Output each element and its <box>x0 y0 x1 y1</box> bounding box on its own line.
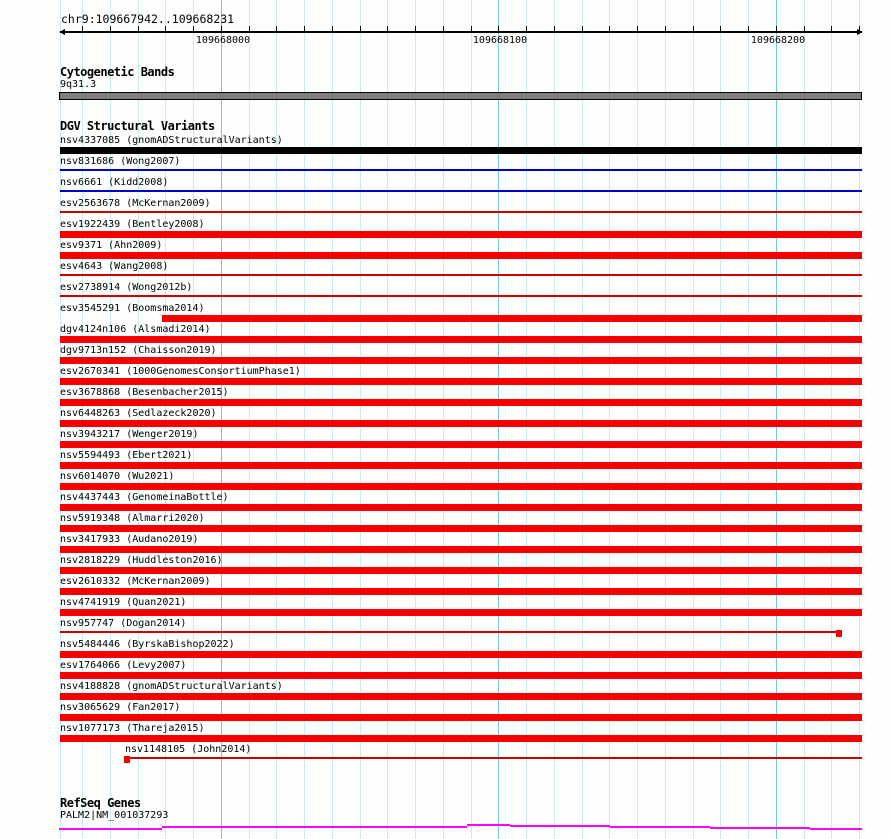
ruler-tick <box>776 26 777 31</box>
gene-line-segment[interactable] <box>467 824 510 826</box>
variant-bar[interactable] <box>60 609 862 616</box>
variant-label[interactable]: nsv4188828 (gnomADStructuralVariants) <box>60 681 283 692</box>
variant-bar[interactable] <box>60 295 862 297</box>
variant-bar[interactable] <box>162 315 862 322</box>
dgv-section-title: DGV Structural Variants <box>60 119 215 133</box>
variant-bar[interactable] <box>60 357 862 364</box>
variant-bar[interactable] <box>60 147 862 154</box>
ruler-tick <box>526 26 527 31</box>
ruler-tick <box>609 26 610 31</box>
ruler-tick <box>720 26 721 31</box>
variant-bar[interactable] <box>130 757 862 759</box>
variant-bar[interactable] <box>60 588 862 595</box>
variant-bar[interactable] <box>60 420 862 427</box>
ruler-tick <box>221 26 222 31</box>
variant-bar[interactable] <box>60 546 862 553</box>
variant-bar[interactable] <box>60 525 862 532</box>
variant-label[interactable]: esv2610332 (McKernan2009) <box>60 576 211 587</box>
ruler-tick <box>859 26 860 31</box>
variant-label[interactable]: nsv5594493 (Ebert2021) <box>60 450 193 461</box>
ruler-tick-label: 109668200 <box>750 35 806 46</box>
variant-label[interactable]: esv9371 (Ahn2009) <box>60 240 163 251</box>
variant-label[interactable]: nsv5484446 (ByrskaBishop2022) <box>60 639 235 650</box>
ruler-line <box>60 31 862 33</box>
variant-bar[interactable] <box>60 274 862 276</box>
variant-label[interactable]: nsv4437443 (GenomeinaBottle) <box>60 492 229 503</box>
ruler-tick <box>582 26 583 31</box>
ruler-tick <box>82 26 83 31</box>
variant-label[interactable]: nsv3943217 (Wenger2019) <box>60 429 199 440</box>
variant-bar[interactable] <box>60 567 862 574</box>
cytogenetic-section-title: Cytogenetic Bands <box>60 65 175 79</box>
ruler-tick <box>304 26 305 31</box>
variant-label[interactable]: nsv2818229 (Huddleston2016) <box>60 555 223 566</box>
variant-label[interactable]: esv4643 (Wang2008) <box>60 261 169 272</box>
variant-bar[interactable] <box>60 693 862 700</box>
ruler-tick <box>693 26 694 31</box>
ruler-tick <box>138 26 139 31</box>
variant-marker[interactable] <box>836 630 842 637</box>
variant-bar[interactable] <box>60 211 862 213</box>
ruler-tick <box>110 26 111 31</box>
variant-label[interactable]: nsv957747 (Dogan2014) <box>60 618 187 629</box>
variant-bar[interactable] <box>60 672 862 679</box>
ruler-tick <box>831 26 832 31</box>
variant-label[interactable]: esv3678868 (Besenbacher2015) <box>60 387 229 398</box>
variant-bar[interactable] <box>60 714 862 721</box>
right-arrow-icon <box>857 29 863 35</box>
ruler-tick <box>249 26 250 31</box>
ruler-tick <box>637 26 638 31</box>
variant-bar[interactable] <box>60 631 837 633</box>
ruler-tick <box>165 26 166 31</box>
ruler-tick <box>554 26 555 31</box>
variant-bar[interactable] <box>60 190 862 192</box>
ruler-tick <box>415 26 416 31</box>
ruler-tick <box>387 26 388 31</box>
gene-line-segment[interactable] <box>510 825 610 827</box>
ruler-region-header: chr9:109667942..109668231 <box>61 12 235 26</box>
variant-label[interactable]: esv1922439 (Bentley2008) <box>60 219 205 230</box>
variant-label[interactable]: dgv4124n106 (Alsmadi2014) <box>60 324 211 335</box>
refseq-gene-label[interactable]: PALM2|NM_001037293 <box>60 810 169 821</box>
cytogenetic-band-label: 9q31.3 <box>60 79 97 90</box>
ruler-tick-label: 109668000 <box>195 35 251 46</box>
gene-line-segment[interactable] <box>810 828 862 830</box>
variant-label[interactable]: nsv6448263 (Sedlazeck2020) <box>60 408 217 419</box>
variant-label[interactable]: nsv6014070 (Wu2021) <box>60 471 175 482</box>
variant-bar[interactable] <box>60 462 862 469</box>
variant-label[interactable]: esv1764066 (Levy2007) <box>60 660 187 671</box>
variant-label[interactable]: esv3545291 (Boomsma2014) <box>60 303 205 314</box>
variant-bar[interactable] <box>60 483 862 490</box>
variant-label[interactable]: nsv4337085 (gnomADStructuralVariants) <box>60 135 283 146</box>
variant-label[interactable]: esv2563678 (McKernan2009) <box>60 198 211 209</box>
ruler-tick <box>193 26 194 31</box>
gene-line-segment[interactable] <box>710 827 810 829</box>
variant-label[interactable]: esv2670341 (1000GenomesConsortiumPhase1) <box>60 366 301 377</box>
variant-bar[interactable] <box>60 336 862 343</box>
variant-bar[interactable] <box>60 735 862 742</box>
variant-label[interactable]: nsv3417933 (Audano2019) <box>60 534 199 545</box>
cytogenetic-band[interactable] <box>59 92 862 100</box>
variant-bar[interactable] <box>60 504 862 511</box>
variant-bar[interactable] <box>60 378 862 385</box>
variant-bar[interactable] <box>60 252 862 259</box>
left-arrow-icon <box>59 29 65 35</box>
refseq-section-title: RefSeq Genes <box>60 796 141 810</box>
ruler-tick <box>443 26 444 31</box>
variant-label[interactable]: nsv5919348 (Almarri2020) <box>60 513 205 524</box>
ruler-tick-label: 109668100 <box>472 35 528 46</box>
gene-line-segment[interactable] <box>610 826 710 828</box>
ruler-tick <box>471 26 472 31</box>
ruler-tick <box>665 26 666 31</box>
ruler-tick <box>332 26 333 31</box>
variant-label[interactable]: nsv1148105 (John2014) <box>125 744 252 755</box>
ruler-tick <box>748 26 749 31</box>
variant-bar[interactable] <box>60 441 862 448</box>
variant-bar[interactable] <box>60 399 862 406</box>
variant-marker[interactable] <box>124 756 130 763</box>
variant-bar[interactable] <box>60 231 862 238</box>
gene-line-segment[interactable] <box>162 826 467 828</box>
ruler-tick <box>804 26 805 31</box>
variant-bar[interactable] <box>60 651 862 658</box>
ruler-tick <box>498 26 499 31</box>
variant-label[interactable]: esv2738914 (Wong2012b) <box>60 282 193 293</box>
variant-label[interactable]: nsv4741919 (Quan2021) <box>60 597 187 608</box>
variant-bar[interactable] <box>60 169 862 171</box>
ruler-tick <box>276 26 277 31</box>
variant-label[interactable]: nsv831686 (Wong2007) <box>60 156 181 167</box>
variant-label[interactable]: dgv9713n152 (Chaisson2019) <box>60 345 217 356</box>
variant-label[interactable]: nsv6661 (Kidd2008) <box>60 177 169 188</box>
gene-line-segment[interactable] <box>59 828 162 830</box>
variant-label[interactable]: nsv1077173 (Thareja2015) <box>60 723 205 734</box>
ruler-tick <box>360 26 361 31</box>
variant-label[interactable]: nsv3065629 (Fan2017) <box>60 702 181 713</box>
